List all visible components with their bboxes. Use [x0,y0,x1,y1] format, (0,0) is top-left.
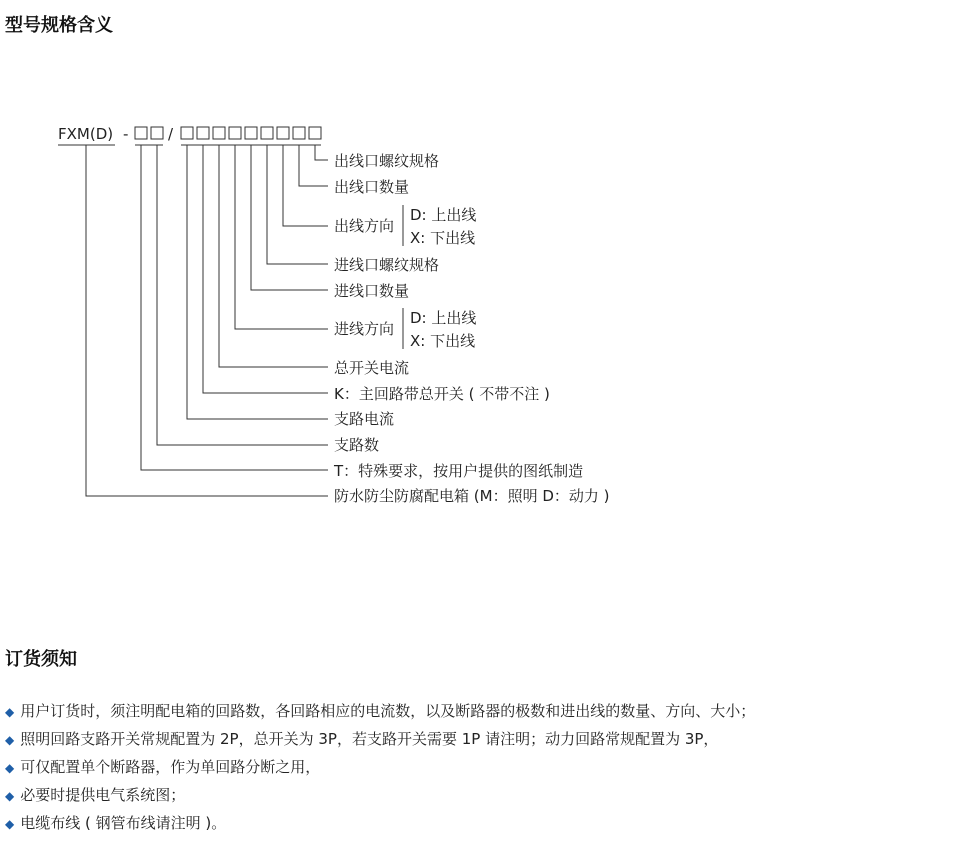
list-item [5,812,755,840]
list-item [5,784,755,812]
code-box-5 [213,127,225,139]
label-k-main: K：主回路带总开关 ( 不带不注 ) [334,385,550,403]
diamond-bullet-icon: ◆ [5,761,15,775]
leader-inlet-thread [267,145,328,264]
label-outlet-direction: 出线方向 [334,217,395,235]
order-notes-title: 订货须知 [5,649,77,670]
diamond-bullet-icon: ◆ [5,733,15,747]
model-spec-title: 型号规格含义 [5,15,113,36]
code-box-10 [293,127,305,139]
label-inlet-thread: 进线口螺纹规格 [334,256,440,274]
label-outlet-dir-d: D: 上出线 [410,206,477,224]
leader-branch-count [157,145,328,445]
label-inlet-dir-x: X: 下出线 [410,332,476,350]
note-text: 电缆布线 ( 钢管布线请注明 )。 [20,814,227,832]
list-item [5,728,755,756]
leader-box-type [86,145,328,496]
code-box-9 [277,127,289,139]
leader-outlet-count [299,145,328,186]
leader-inlet-direction [235,145,328,329]
code-box-1 [135,127,147,139]
label-special: T：特殊要求，按用户提供的图纸制造 [334,462,584,480]
code-box-7 [245,127,257,139]
label-inlet-direction: 进线方向 [334,320,395,338]
leader-k-main [203,145,328,393]
label-branch-count: 支路数 [334,436,380,454]
note-text: 照明回路支路开关常规配置为 2P，总开关为 3P，若支路开关需要 1P 请注明；动力回路常规配置为 3P， [20,730,719,748]
label-branch-current: 支路电流 [334,410,395,428]
model-slash: / [168,125,174,143]
code-box-3 [181,127,193,139]
code-box-8 [261,127,273,139]
label-outlet-count: 出线口数量 [334,178,410,196]
label-outlet-thread: 出线口螺纹规格 [334,152,440,170]
list-item [5,700,755,728]
list-item [5,756,755,784]
diamond-bullet-icon: ◆ [5,817,15,831]
code-box-11 [309,127,321,139]
diamond-bullet-icon: ◆ [5,789,15,803]
diamond-bullet-icon: ◆ [5,705,15,719]
model-prefix: FXM(D) [58,125,114,143]
model-dash: - [123,125,129,143]
code-box-4 [197,127,209,139]
label-inlet-count: 进线口数量 [334,282,410,300]
order-notes-list [5,700,755,840]
label-box-type: 防水防尘防腐配电箱 (M：照明 D：动力 ) [334,487,610,505]
code-box-6 [229,127,241,139]
label-inlet-dir-d: D: 上出线 [410,309,477,327]
note-text: 必要时提供电气系统图； [20,786,186,804]
leader-outlet-thread [315,145,328,160]
leader-inlet-count [251,145,328,290]
note-text: 用户订货时，须注明配电箱的回路数，各回路相应的电流数，以及断路器的极数和进出线的数量、方向、大小； [20,702,756,720]
code-box-2 [151,127,163,139]
label-main-current: 总开关电流 [334,359,410,377]
note-text: 可仅配置单个断路器，作为单回路分断之用， [20,758,321,776]
label-outlet-dir-x: X: 下出线 [410,229,476,247]
